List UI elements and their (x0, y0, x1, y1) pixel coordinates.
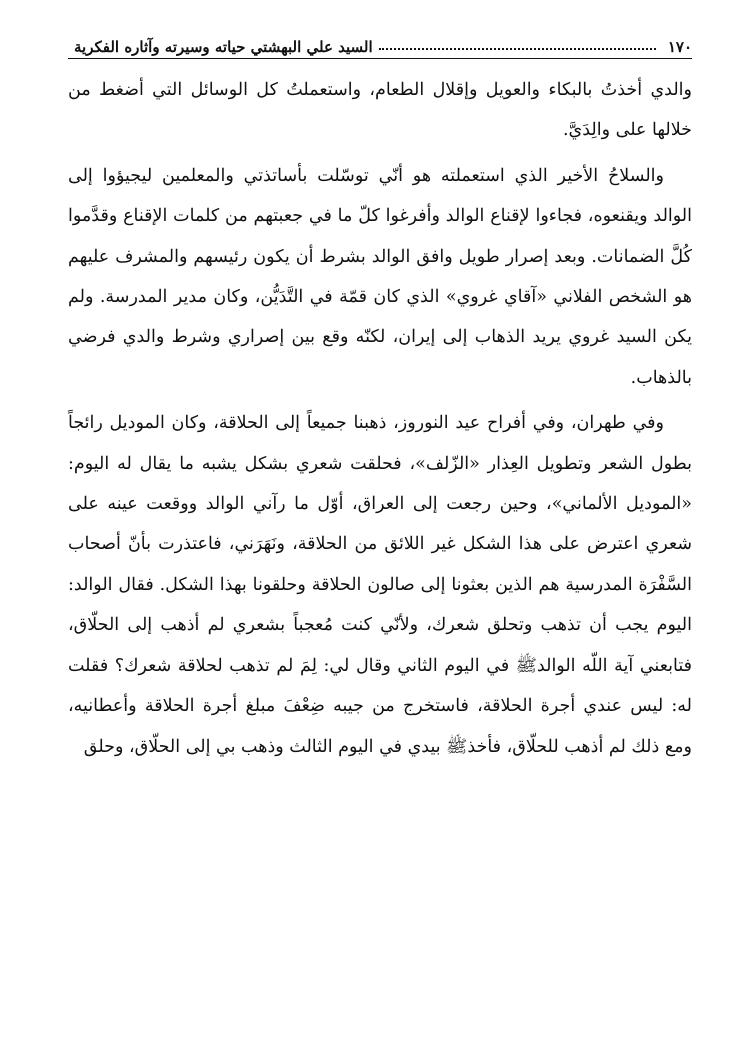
leader-dots (379, 48, 656, 50)
paragraph: والسلاحُ الأخير الذي استعملته هو أنّي توسّلت بأساتذتي والمعلمين ليجيؤوا إلى الوالد ويقنعوه، فجاءوا لإقناع الوالد وأفرغوا كلّ ما في جعبتهم من كلمات الإقناع وقدَّموا كُلَّ الضمانات. وبعد إصرار طويل وافق الوالد بشرط أن يكون رئيسهم والمشرف عليهم هو الشخص الفلاني «آقاي غروي» الذي كان قمّة في التَّدَيُّن، وكان مدير المدرسة. ولم يكن السيد غروي يريد الذهاب إلى إيران، لكنّه وقع بين إصراري وشرط والدي فرضي بالذهاب. (68, 165, 692, 388)
running-title: السيد علي البهشتي حياته وسيرته وآثاره الفكرية (74, 38, 373, 56)
header-rule (68, 58, 692, 59)
running-header (68, 30, 692, 56)
paragraph-continued: والدي أخذتُ بالبكاء والعويل وإقلال الطعام، واستعملتُ كل الوسائل التي أضغط من خلالها على والِدَيَّ. (68, 80, 692, 141)
body-text (68, 70, 692, 767)
paragraph: وفي طهران، وفي أفراح عيد النوروز، ذهبنا جميعاً إلى الحلاقة، وكان الموديل رائجاً بطول الشعر وتطويل العِذار «الزّلف»، فحلقت شعري بشكل يشبه ما يقال له اليوم: «الموديل الألماني»، وحين رجعت إلى العراق، أوّل ما رآني الوالد ووقعت عينه على شعري اعترض على هذا الشكل غير اللائق من الحلاقة، ونَهَرَني، فاعتذرت بأنّ أصحاب السَّفْرَة المدرسية هم الذين بعثونا إلى صالون الحلاقة وحلقونا بهذا الشكل. فقال الوالد: اليوم يجب أن تذهب وتحلق شعرك، ولأنّي كنت مُعجباً بشعري لم أذهب إلى الحلّاق، فتابعني آية اللّه الوالدﷺ في اليوم الثاني وقال لي: لِمَ لم تذهب لحلاقة شعرك؟ فقلت له: ليس عندي أجرة الحلاقة، فاستخرج من جيبه ضِعْفَ مبلغ أجرة الحلاقة وأعطانيه، ومع ذلك لم أذهب للحلّاق، فأخذﷺ بيدي في اليوم الثالث وذهب بي إلى الحلّاق، وحلق (68, 413, 692, 757)
page-number: ١٧٠ (667, 38, 692, 56)
